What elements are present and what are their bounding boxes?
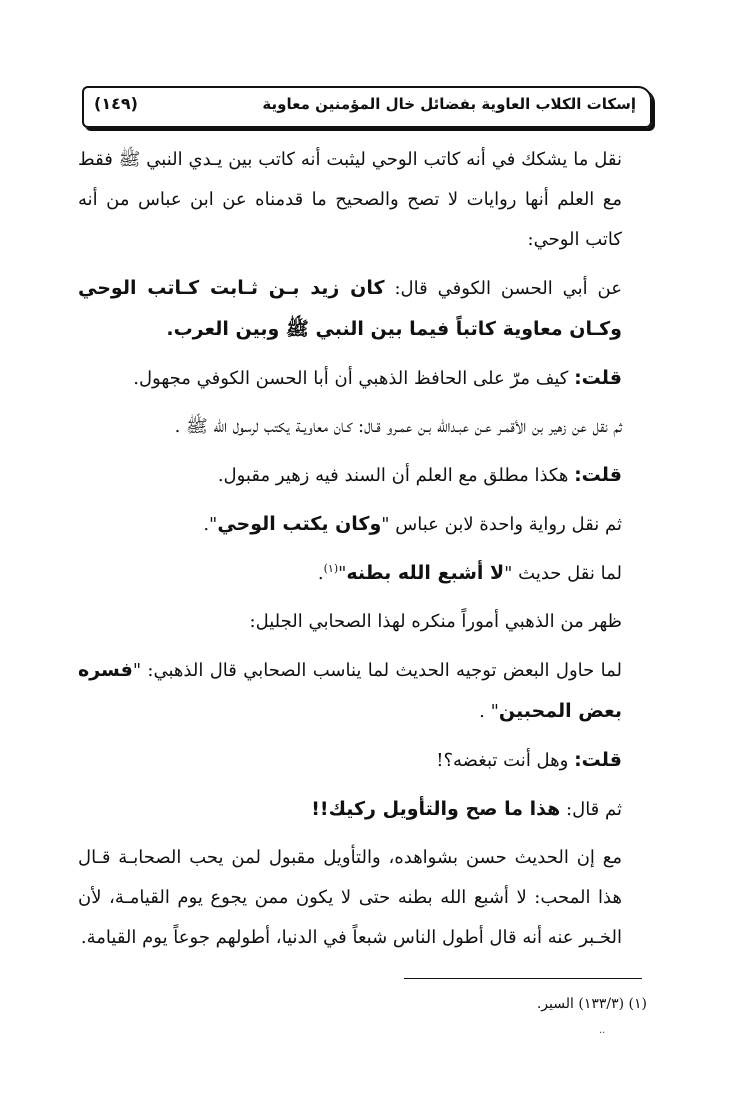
paragraph-text: . — [317, 563, 324, 584]
paragraph-text: " . — [479, 701, 499, 722]
quoted-narration: كان زيد بـن ثـابت كـاتب الوحي وكـان معاوية كاتباً فيما بين النبي ﷺ وبين العرب. — [78, 277, 622, 340]
paragraph — [78, 740, 648, 781]
footnote-ref: (١) — [323, 562, 339, 575]
quoted-phrase: وكان يكتب الوحي — [217, 513, 382, 535]
paragraph-text: ". — [203, 514, 218, 535]
paragraph — [78, 455, 648, 496]
paragraph — [78, 140, 648, 260]
paragraph — [78, 504, 648, 545]
paragraph — [78, 553, 648, 594]
paragraph-text: نقل ما يشكك في أنه كاتب الوحي ليثبت أنه كاتب بين يـدي النبي ﷺ فقط مع العلم أنها روايات لا تصح والصحيح ما قدمناه عن ابن عباس من أنه كاتب الوحي: — [78, 149, 622, 250]
qultu-label: قلت: — [574, 367, 622, 389]
paragraph-text: عن أبي الحسن الكوفي قال: — [384, 278, 622, 299]
paragraph-text: لما حاول البعض توجيه الحديث لما يناسب الصحابي قال الذهبي: " — [132, 660, 622, 681]
running-header — [82, 86, 652, 128]
footnote-divider — [404, 978, 642, 979]
footnote: (١) (١٣٣/٣) السير. — [536, 996, 647, 1012]
qultu-label: قلت: — [574, 464, 622, 486]
paragraph — [78, 268, 648, 350]
paragraph-text: ثم قال: — [560, 799, 622, 820]
hadith-phrase: لا أشبع الله بطنه — [346, 562, 505, 584]
paragraph-text: " — [338, 563, 347, 584]
qultu-label: قلت: — [574, 749, 622, 771]
paragraph-text: ثم نقل عن زهير بن الأقمـر عـن عبـدالله بـن عمـرو قـال: كـان معاويـة يكتب لرسول الله ﷺ . — [174, 416, 622, 437]
print-speck: ·· — [599, 1028, 606, 1039]
paragraph — [78, 838, 648, 958]
paragraph-text: ظهر من الذهبي أموراً منكره لهذا الصحابي الجليل: — [249, 611, 622, 632]
paragraph — [78, 789, 648, 830]
paragraph-text: هكذا مطلق مع العلم أن السند فيه زهير مقبول. — [217, 465, 575, 486]
paragraph-text: ثم نقل رواية واحدة لابن عباس " — [381, 514, 622, 535]
page-number: (١٤٩) — [94, 94, 138, 113]
paragraph-text: لما نقل حديث " — [504, 563, 622, 584]
paragraph-text: مع إن الحديث حسن بشواهده، والتأويل مقبول لمن يحب الصحابـة قـال هذا المحب: لا أشبع الله بطنه حتى لا يكون ممن يجوع يوم القيامـة، لأن الخـبر عنه أنه قال أطول الناس شبعاً في الدنيا، أطولهم جوعاً يوم القيامة. — [78, 847, 622, 948]
book-title: إسكات الكلاب العاوية بفضائل خال المؤمنين معاوية — [262, 95, 636, 113]
page-body — [78, 140, 648, 958]
paragraph-text: كيف مرّ على الحافظ الذهبي أن أبا الحسن الكوفي مجهول. — [133, 368, 575, 389]
paragraph — [78, 358, 648, 399]
quoted-phrase: فسره بعض المحبين — [78, 659, 622, 722]
paragraph — [78, 650, 648, 732]
paragraph — [78, 407, 648, 447]
paragraph-text: وهل أنت تبغضه؟! — [436, 750, 575, 771]
quoted-phrase: هذا ما صح والتأويل ركيك!! — [311, 798, 561, 820]
paragraph — [78, 602, 648, 642]
